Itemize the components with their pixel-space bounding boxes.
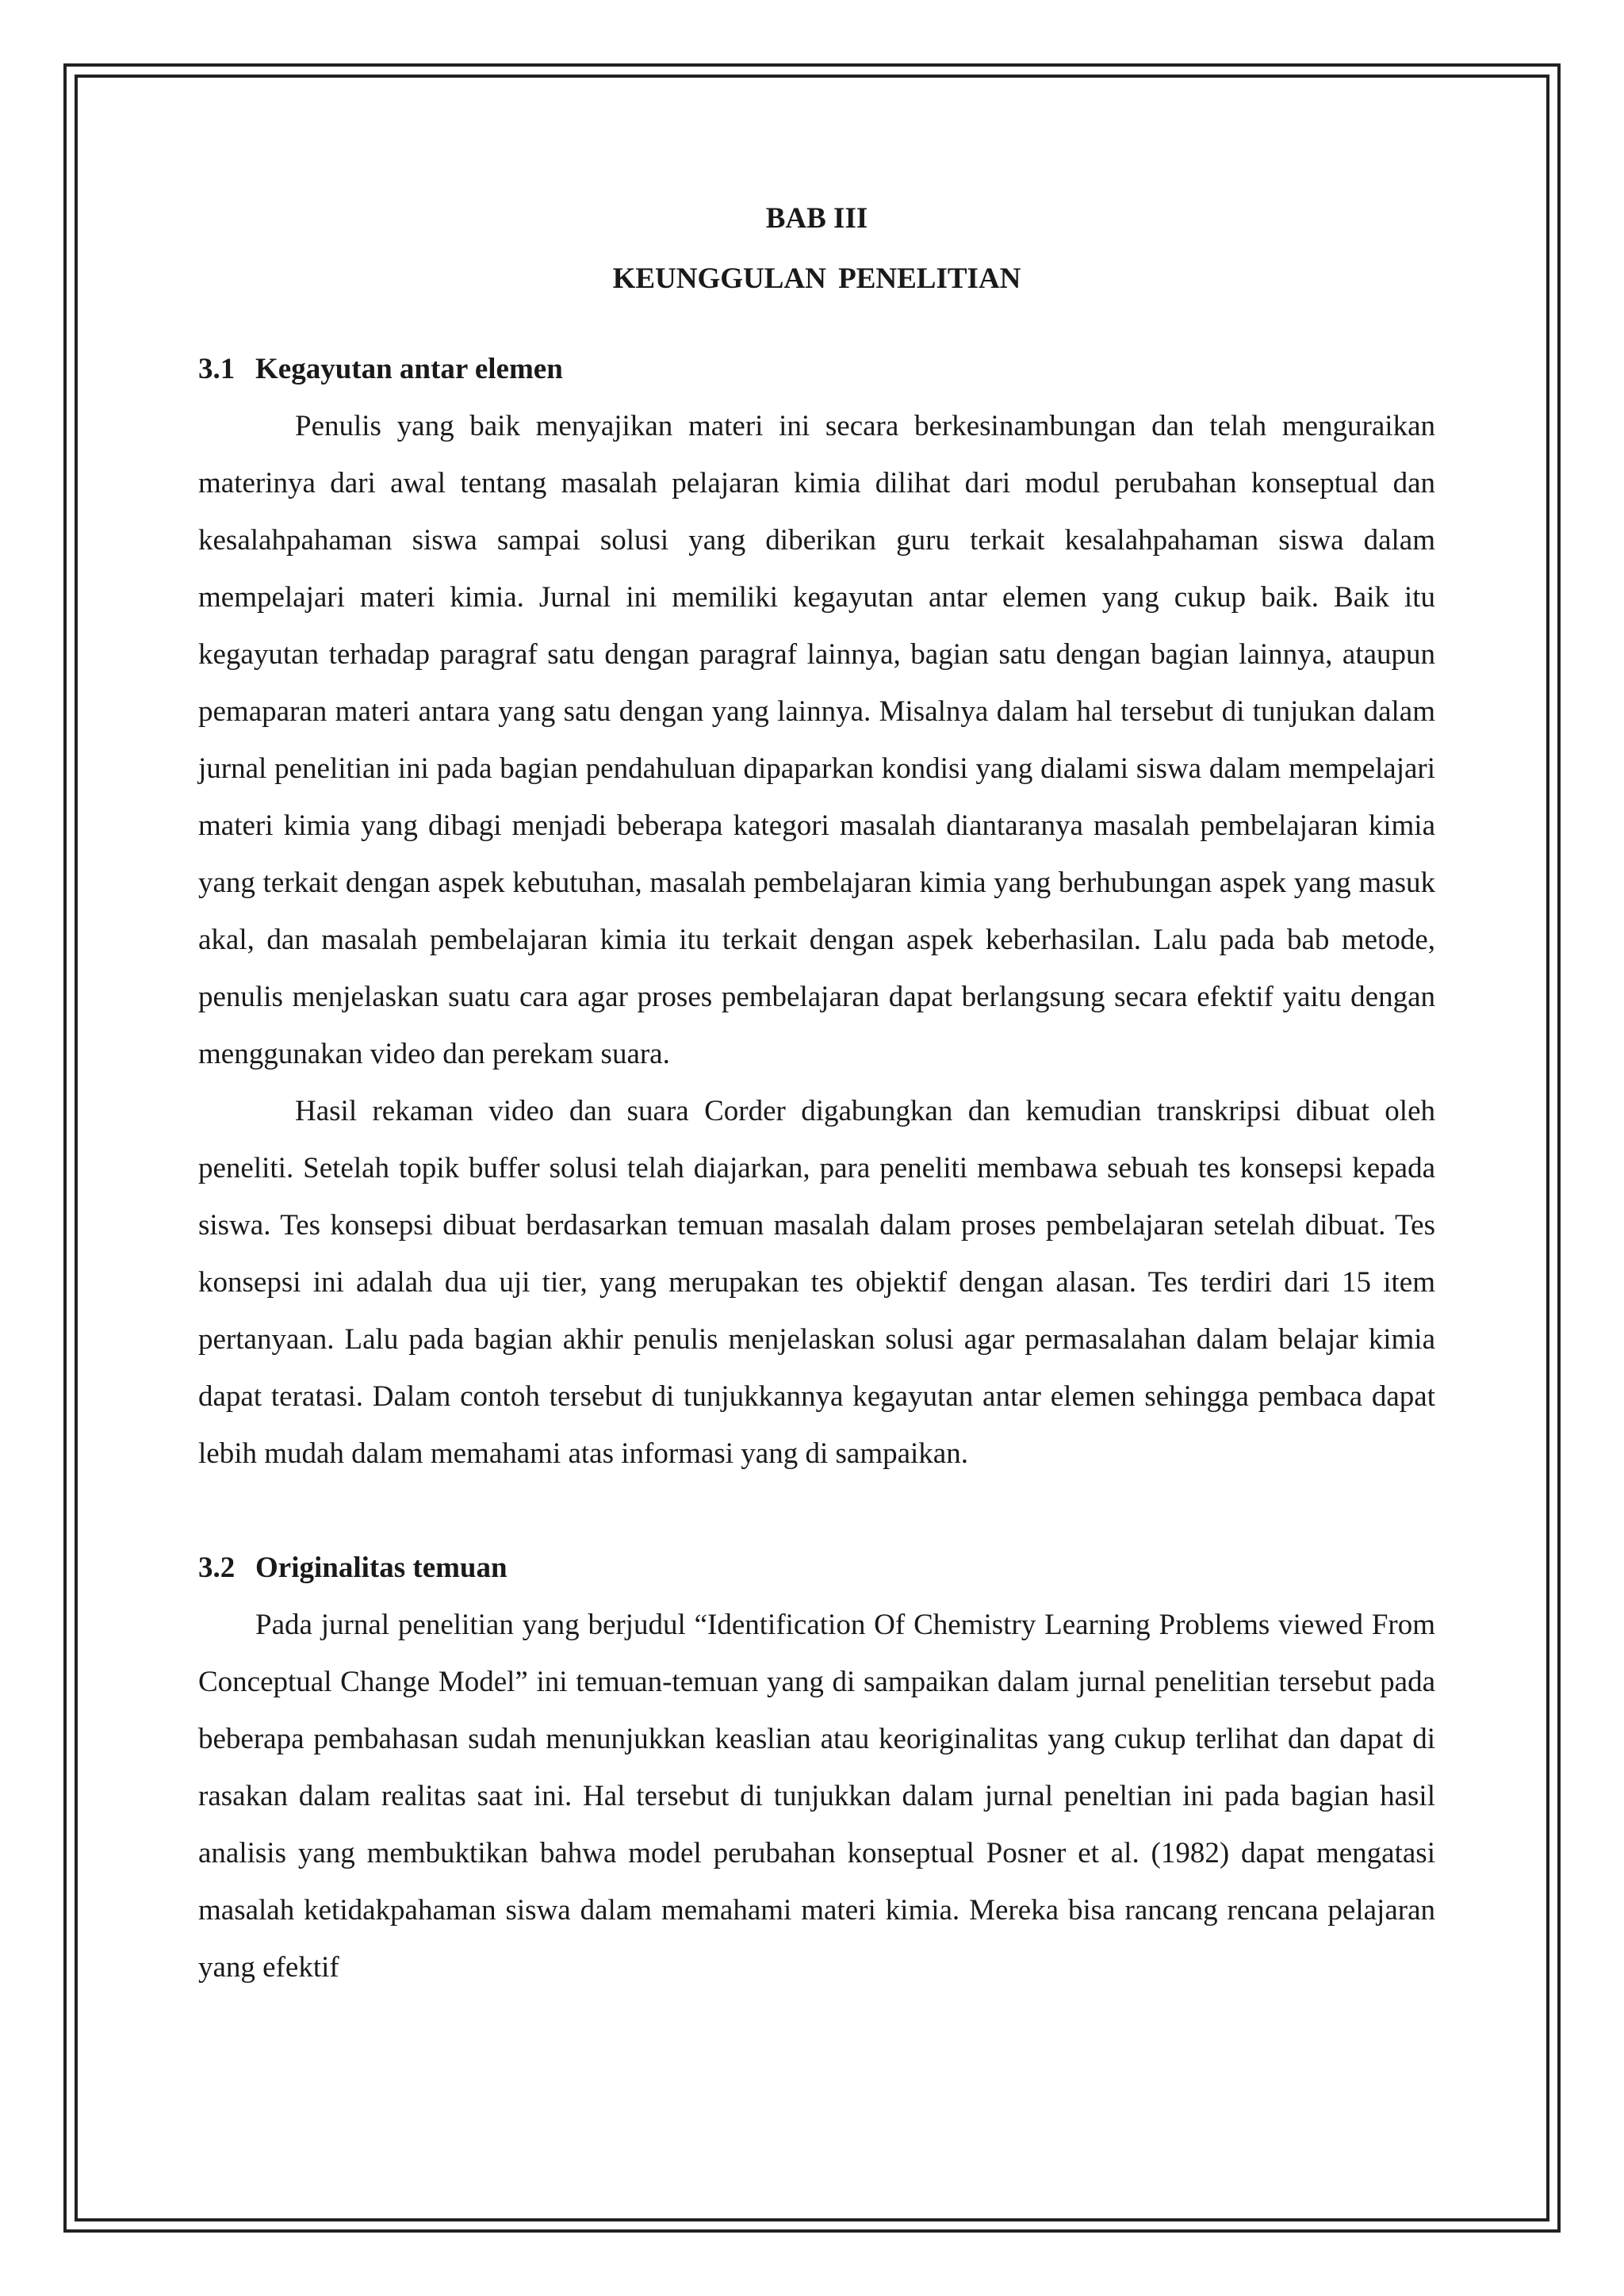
section-title: Originalitas temuan — [255, 1552, 508, 1584]
section-3-2 — [198, 1540, 1435, 1996]
paragraph: Hasil rekaman video dan suara Corder digabungkan dan kemudian transkripsi dibuat oleh peneliti. Setelah topik buffer solusi telah diajarkan, para peneliti membawa sebuah tes konsepsi kepada siswa. Tes konsepsi dibuat berdasarkan temuan masalah dalam proses pembelajaran setelah dibuat. Tes konsepsi ini adalah dua uji tier, yang merupakan tes objektif dengan alasan. Tes terdiri dari 15 item pertanyaan. Lalu pada bagian akhir penulis menjelaskan solusi agar permasalahan dalam belajar kimia dapat teratasi. Dalam contoh tersebut di tunjukkannya kegayutan antar elemen sehingga pembaca dapat lebih mudah dalam memahami atas informasi yang di sampaikan. — [198, 1095, 1435, 1470]
chapter-title: BAB III — [765, 202, 868, 235]
paragraph: Penulis yang baik menyajikan materi ini secara berkesinambungan dan telah menguraikan materinya dari awal tentang masalah pelajaran kimia dilihat dari modul perubahan konseptual dan kesalahpahaman siswa sampai solusi yang diberikan guru terkait kesalahpahaman siswa dalam mempelajari materi kimia. Jurnal ini memiliki kegayutan antar elemen yang cukup baik. Baik itu kegayutan terhadap paragraf satu dengan paragraf lainnya, bagian satu dengan bagian lainnya, ataupun pemaparan materi antara yang satu dengan yang lainnya. Misalnya dalam hal tersebut di tunjukan dalam jurnal penelitian ini pada bagian pendahuluan dipaparkan kondisi yang dialami siswa dalam mempelajari materi kimia yang dibagi menjadi beberapa kategori masalah diantaranya masalah pembelajaran kimia yang terkait dengan aspek kebutuhan, masalah pembelajaran kimia yang berhubungan aspek yang masuk akal, dan masalah pembelajaran kimia itu terkait dengan aspek keberhasilan. Lalu pada bab metode, penulis menjelaskan suatu cara agar proses pembelajaran dapat berlangsung secara efektif yaitu dengan menggunakan video dan perekam suara. — [198, 410, 1435, 1070]
section-number: 3.2 — [198, 1552, 236, 1584]
section-3-1 — [198, 341, 1435, 1483]
section-heading — [198, 1540, 1435, 1597]
section-spacer — [198, 1483, 1435, 1540]
document-body — [198, 189, 1435, 1996]
paragraph: Pada jurnal penelitian yang berjudul “Identification Of Chemistry Learning Problems viewed From Conceptual Change Model” ini temuan-temuan yang di sampaikan dalam jurnal penelitian tersebut pada beberapa pembahasan sudah menunjukkan keaslian atau keoriginalitas yang cukup terlihat dan dapat di rasakan dalam realitas saat ini. Hal tersebut di tunjukkan dalam jurnal peneltian ini pada bagian hasil analisis yang membuktikan bahwa model perubahan konseptual Posner et al. (1982) dapat mengatasi masalah ketidakpahaman siswa dalam memahami materi kimia. Mereka bisa rancang rencana pelajaran yang efektif — [198, 1609, 1435, 1984]
chapter-subtitle: KEUNGGULAN PENELITIAN — [612, 262, 1021, 295]
section-number: 3.1 — [198, 353, 236, 385]
section-title: Kegayutan antar elemen — [255, 353, 563, 385]
section-heading — [198, 341, 1435, 398]
